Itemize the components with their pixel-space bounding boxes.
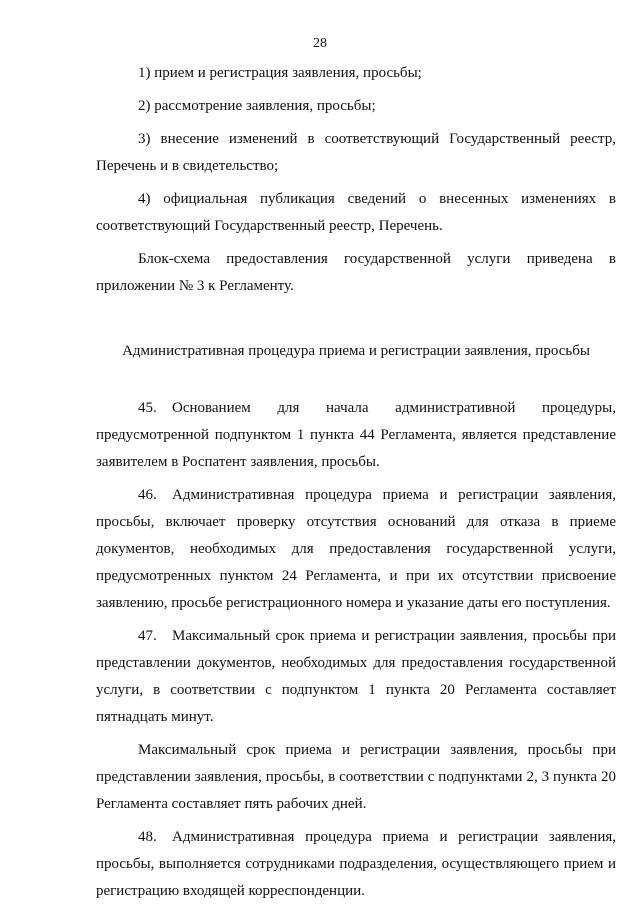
list-item-4: 4) официальная публикация сведений о внесенных изменениях в соответствующий Государственный реестр, Перечень.	[96, 191, 616, 234]
section-heading: Административная процедура приема и регистрации заявления, просьбы	[122, 343, 590, 359]
page-number: 28	[313, 36, 327, 51]
block-scheme-paragraph: Блок-схема предоставления государственной услуги приведена в приложении № 3 к Регламенту.	[96, 251, 616, 294]
paragraph-number: 47.	[138, 628, 157, 644]
paragraph-text: Административная процедура приема и регистрации заявления, просьбы, выполняется сотрудниками подразделения, осуществляющего прием и регистрацию входящей корреспонденции.	[96, 829, 616, 899]
paragraph-number: 45.	[138, 400, 157, 416]
paragraph-46	[96, 482, 616, 617]
paragraph-number: 46.	[138, 487, 157, 503]
paragraph-47-continued	[96, 737, 616, 818]
paragraph-47	[96, 623, 616, 731]
paragraph-45	[96, 395, 616, 476]
paragraph-text: Максимальный срок приема и регистрации заявления, просьбы при представлении документов, необходимых для предоставления государственной услуги, в соответствии с подпунктом 1 пункта 20 Регламента составляет пятнадцать минут.	[96, 628, 616, 725]
page-content	[96, 60, 616, 911]
paragraph-text: Основанием для начала административной процедуры, предусмотренной подпунктом 1 пункта 44 Регламента, является представление заявителем в Роспатент заявления, просьбы.	[96, 400, 616, 470]
list-item-2: 2) рассмотрение заявления, просьбы;	[138, 98, 376, 114]
paragraph-text: Максимальный срок приема и регистрации заявления, просьбы при представлении заявления, просьбы, в соответствии с подпунктами 2, 3 пункта 20 Регламента составляет пять рабочих дней.	[96, 742, 616, 812]
paragraph-48	[96, 824, 616, 905]
paragraph-number: 48.	[138, 829, 157, 845]
list-item-1: 1) прием и регистрация заявления, просьбы;	[138, 65, 422, 81]
list-item-3: 3) внесение изменений в соответствующий Государственный реестр, Перечень и в свидетельство;	[96, 131, 616, 174]
paragraph-text: Административная процедура приема и регистрации заявления, просьбы, включает проверку отсутствия оснований для отказа в приеме документов, необходимых для предоставления государственной услуги, предусмотренных пунктом 24 Регламента, и при их отсутствии присвоение заявлению, просьбе регистрационного номера и указание даты его поступления.	[96, 487, 616, 611]
